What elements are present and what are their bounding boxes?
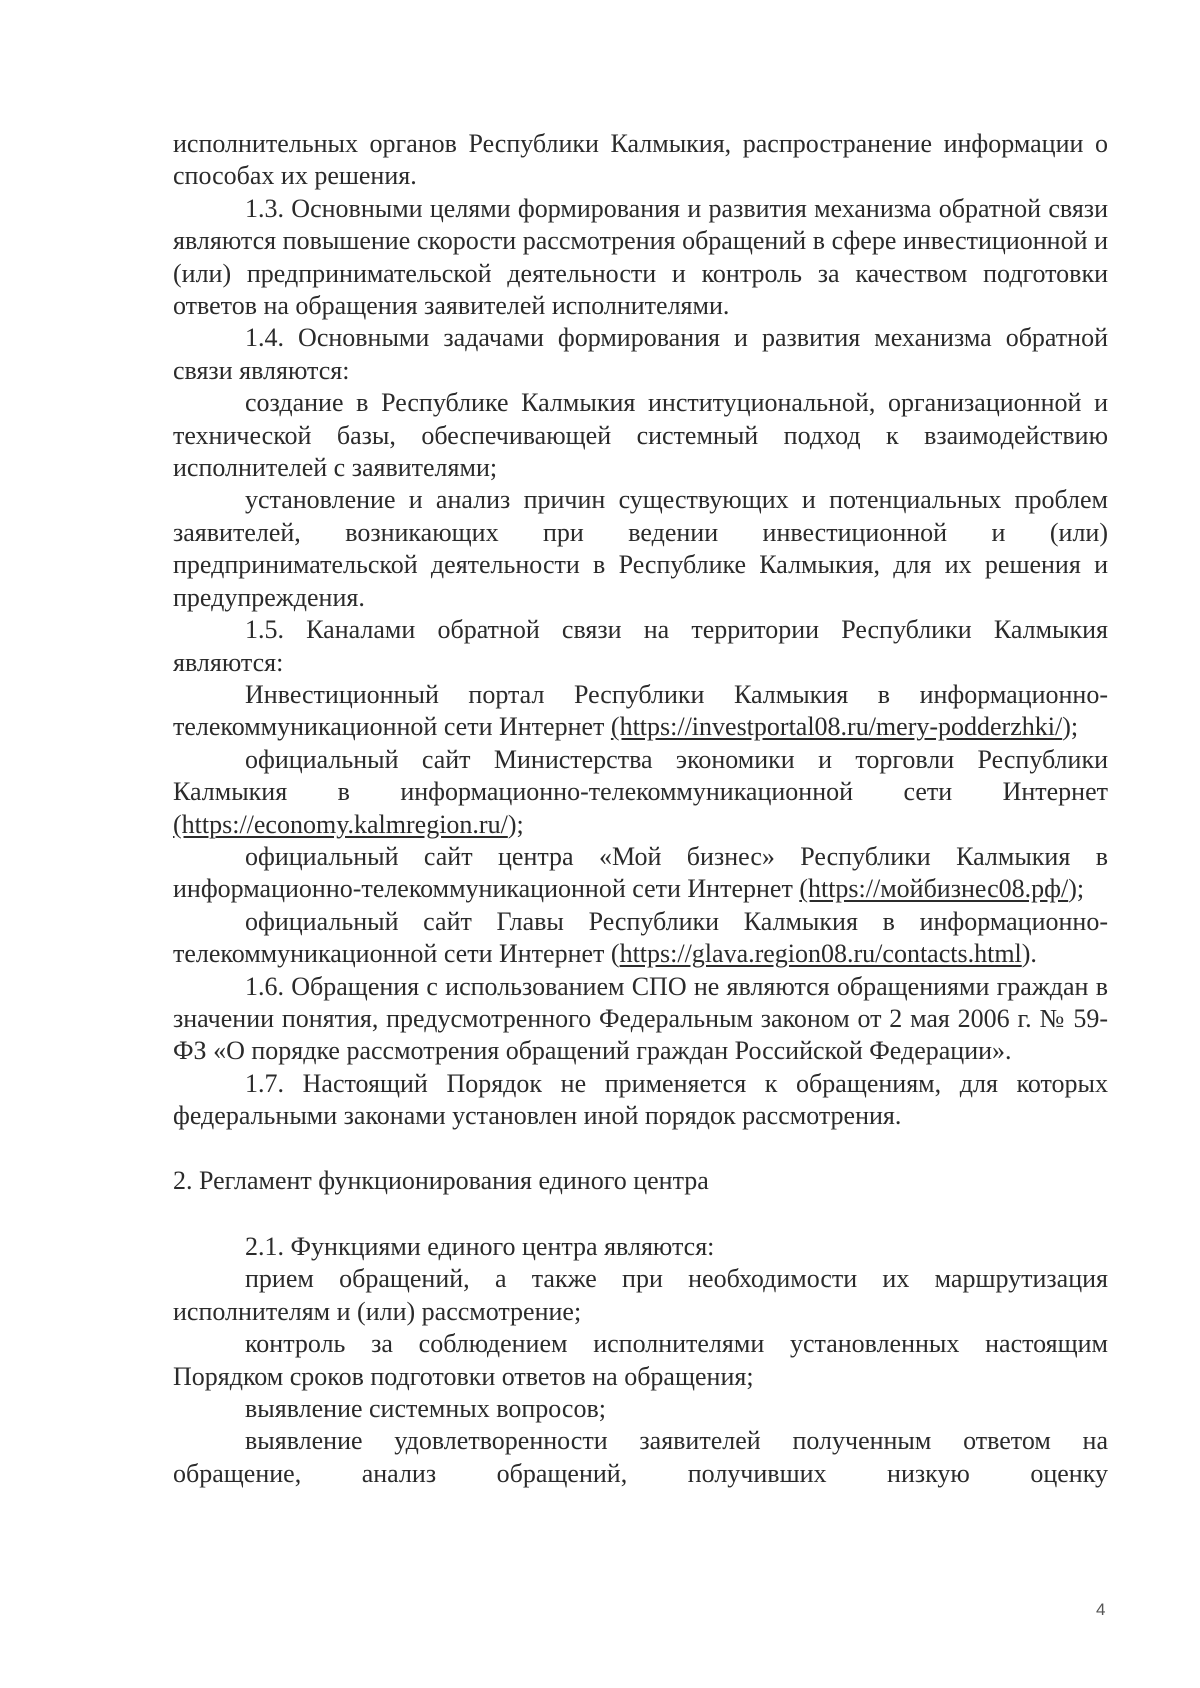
my-business-link[interactable]: (https://мойбизнес08.рф/ [799,874,1069,904]
channel-investment-portal [173,679,1108,744]
channel-economy-ministry [173,744,1108,841]
page-number: 4 [1096,1600,1106,1619]
paragraph-1-6: 1.6. Обращения с использованием СПО не являются обращениями граждан в значении понятия, предусмотренного Федеральным законом от 2 мая 2006 г. № 59-ФЗ «О порядке рассмотрения обращений граждан Российской Федерации». [173,971,1108,1066]
head-of-republic-link[interactable]: https://glava.region08.ru/contacts.html [619,939,1022,969]
function-item-intake: прием обращений, а также при необходимости их маршрутизация исполнителям и (или) рассмотрение; [173,1264,1108,1326]
paragraph-1-5: 1.5. Каналами обратной связи на территории Республики Калмыкия являются: [173,615,1108,677]
document-page [173,128,1108,1490]
economy-ministry-link[interactable]: (https://economy.kalmregion.ru/ [173,809,508,839]
function-item-satisfaction: выявление удовлетворенности заявителей полученным ответом на обращение, анализ обращений, получивших низкую оценку [173,1426,1108,1488]
paragraph-1-3: 1.3. Основными целями формирования и развития механизма обратной связи являются повышение скорости рассмотрения обращений в сфере инвестиционной и (или) предпринимательской деятельности и контроль за качеством подготовки ответов на обращения заявителей исполнителями. [173,193,1108,321]
channel-economy-ministry-text: официальный сайт Министерства экономики и торговли Республики Калмыкия в информационно-телекоммуникационной сети Интернет [173,744,1108,807]
paragraph-intro: исполнительных органов Республики Калмыкия, распространение информации о способах их решения. [173,129,1108,191]
function-item-systemic: выявление системных вопросов; [245,1394,606,1424]
function-item-control: контроль за соблюдением исполнителями установленных настоящим Порядком сроков подготовки ответов на обращения; [173,1329,1108,1391]
channel-economy-ministry-tail: ); [507,809,524,839]
channel-head-of-republic [173,906,1108,971]
channel-head-of-republic-tail: ). [1021,939,1037,969]
channel-my-business-tail: ); [1068,874,1085,904]
channel-investment-portal-text: Инвестиционный портал Республики Калмыкия в информационно-телекоммуникационной сети Интернет [173,679,1108,742]
channel-head-of-republic-text: официальный сайт Главы Республики Калмыкия в информационно-телекоммуникационной сети Интернет ( [173,906,1108,969]
paragraph-1-7: 1.7. Настоящий Порядок не применяется к обращениям, для которых федеральными законами установлен иной порядок рассмотрения. [173,1068,1108,1131]
list-item-problem-analysis: установление и анализ причин существующих и потенциальных проблем заявителей, возникающих при ведении инвестиционной и (или) предпринимательской деятельности в Республике Калмыкия, для их решения и предупреждения. [173,485,1108,612]
paragraph-1-4: 1.4. Основными задачами формирования и развития механизма обратной связи являются: [173,323,1108,385]
section-heading: 2. Регламент функционирования единого центра [173,1165,709,1195]
paragraph-2-1: 2.1. Функциями единого центра являются: [245,1232,715,1261]
channel-my-business [173,841,1108,906]
investment-portal-link[interactable]: (https://investportal08.ru/mery-podderzhki/ [610,712,1063,742]
list-item-institutional-base: создание в Республике Калмыкия институциональной, организационной и технической базы, обеспечивающей системный подход к взаимодействию исполнителей с заявителями; [173,388,1108,483]
channel-my-business-text: официальный сайт центра «Мой бизнес» Республики Калмыкия в информационно-телекоммуникационной сети Интернет [173,841,1108,904]
channel-investment-portal-tail: ); [1062,712,1079,742]
